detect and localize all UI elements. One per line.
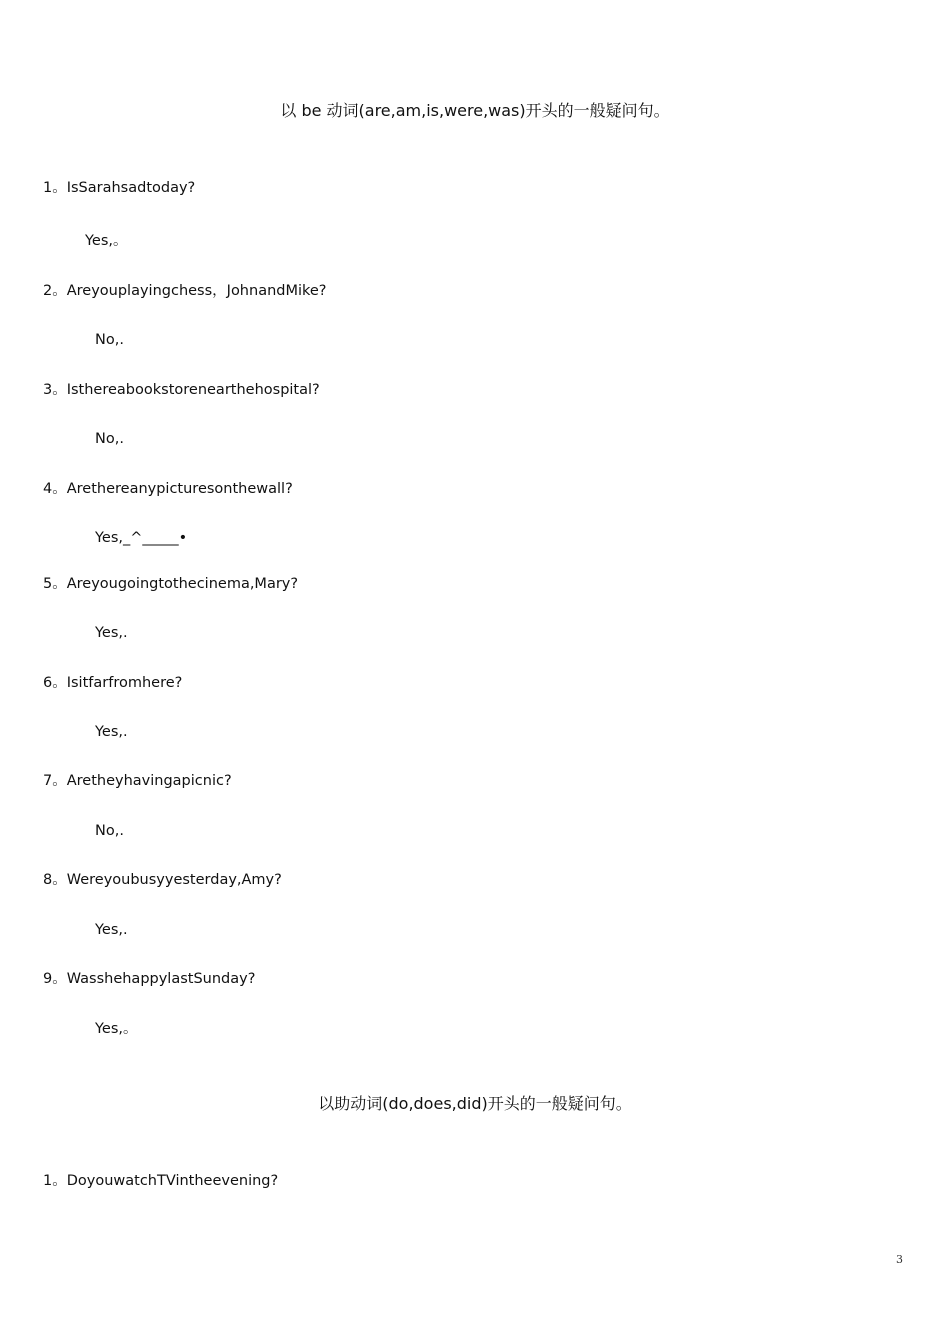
answer-7: No,. <box>95 823 124 839</box>
answer-6: Yes,. <box>95 724 128 740</box>
section-2-question-1: 1。DoyouwatchTVintheevening? <box>43 1173 279 1189</box>
question-2: 2。Areyouplayingchess，JohnandMike? <box>43 283 327 299</box>
question-9: 9。WasshehappylastSunday? <box>43 971 256 987</box>
question-6: 6。Isitfarfromhere? <box>43 675 183 691</box>
answer-9: Yes,。 <box>95 1021 138 1037</box>
question-1: 1。IsSarahsadtoday? <box>43 180 196 196</box>
section-2-heading: 以助动词(do,does,did)开头的一般疑问句。 <box>318 1094 632 1113</box>
question-4: 4。Arethereanypicturesonthewall? <box>43 481 293 497</box>
page-number: 3 <box>896 1253 903 1266</box>
question-3: 3。Isthereabookstorenearthehospital? <box>43 382 320 398</box>
question-5: 5。Areyougoingtothecinema,Mary? <box>43 576 299 592</box>
answer-1: Yes,。 <box>85 233 128 249</box>
question-7: 7。Aretheyhavingapicnic? <box>43 773 232 789</box>
answer-4: Yes,_^_____• <box>95 530 188 546</box>
question-8: 8。Wereyoubusyyesterday,Amy? <box>43 872 282 888</box>
answer-2: No,. <box>95 332 124 348</box>
answer-3: No,. <box>95 431 124 447</box>
answer-5: Yes,. <box>95 625 128 641</box>
section-1-heading: 以 be 动词(are,am,is,were,was)开头的一般疑问句。 <box>280 101 670 120</box>
answer-8: Yes,. <box>95 922 128 938</box>
